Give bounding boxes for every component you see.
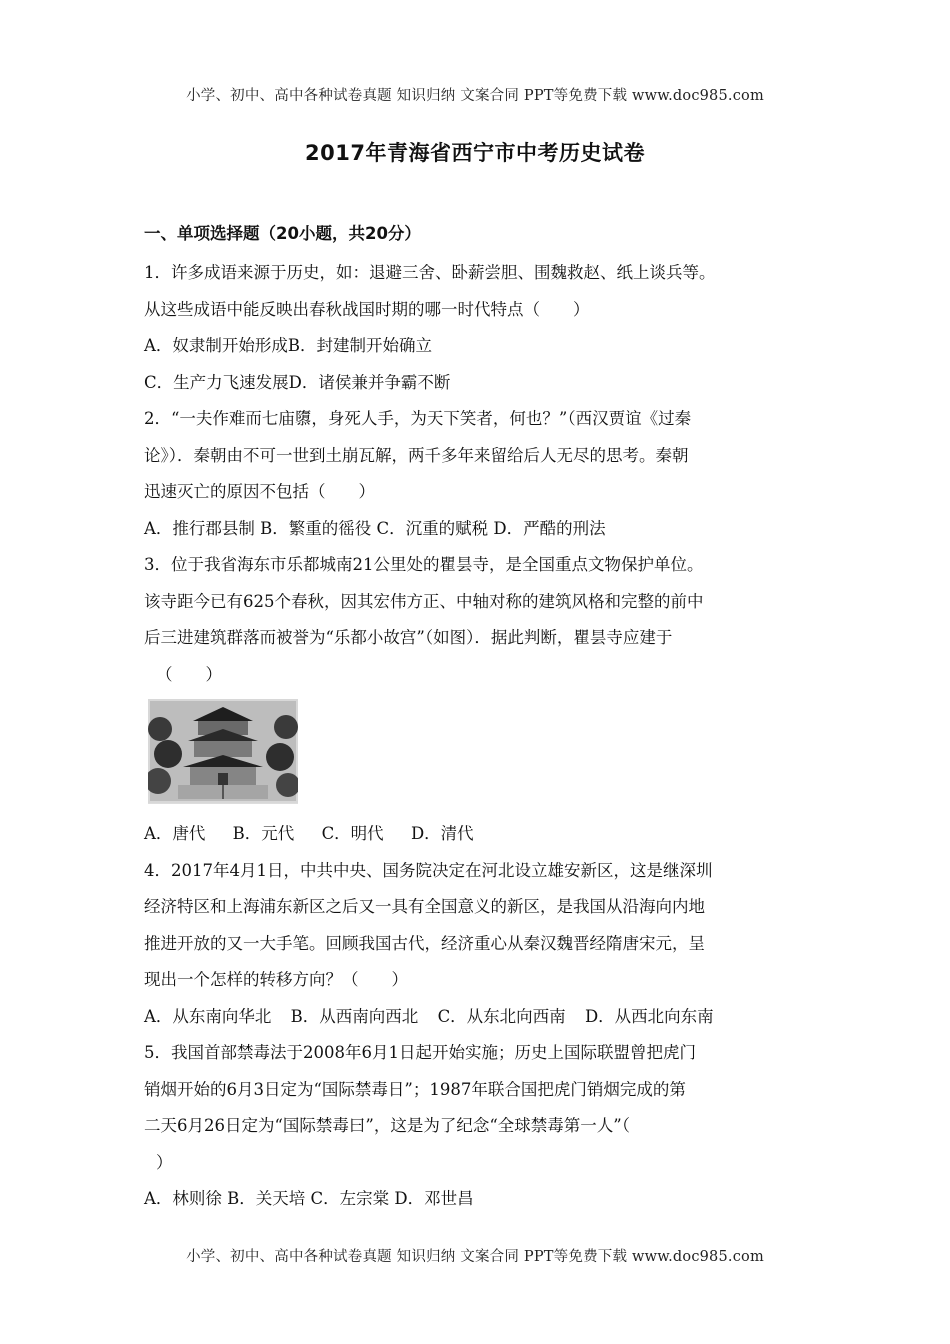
- question-line: 从这些成语中能反映出春秋战国时期的哪一时代特点（ ）: [144, 299, 590, 319]
- page-header: 小学、初中、高中各种试卷真题 知识归纳 文案合同 PPT等免费下载 www.doc985.com: [186, 88, 764, 104]
- option-a: A．从东南向华北: [144, 1006, 272, 1026]
- question-line: 2．“一夫作难而七庙隳，身死人手，为天下笑者，何也？”（西汉贾谊《过秦: [144, 409, 692, 428]
- section-heading: 一、单项选择题（20小题，共20分）: [144, 224, 421, 243]
- question-line: 销烟开始的6月3日定为“国际禁毒日”；1987年联合国把虎门销烟完成的第: [144, 1079, 686, 1099]
- option-c: C．明代: [321, 824, 384, 843]
- options-line: [144, 999, 812, 1036]
- page-title: 2017年青海省西宁市中考历史试卷: [305, 141, 645, 165]
- question-line: 后三进建筑群落而被誉为“乐都小故宫”（如图）．据此判断，瞿昙寺应建于: [144, 628, 673, 647]
- temple-photo-graphic: [148, 699, 298, 803]
- question-5: [144, 1035, 812, 1218]
- question-line: 经济特区和上海浦东新区之后又一具有全国意义的新区，是我国从沿海向内地: [144, 897, 705, 916]
- question-line: 4．2017年4月1日，中共中央、国务院决定在河北设立雄安新区，这是继深圳: [144, 860, 713, 880]
- option-b: B．从西南向西北: [290, 1006, 419, 1026]
- question-1: [144, 255, 812, 401]
- question-line: 该寺距今已有625个春秋，因其宏伟方正、中轴对称的建筑风格和完整的前中: [144, 591, 704, 611]
- question-line: 3．位于我省海东市乐都城南21公里处的瞿昙寺，是全国重点文物保护单位。: [144, 555, 704, 574]
- question-4: [144, 853, 812, 1036]
- options-line: A．林则徐 B．关天培 C．左宗棠 D．邓世昌: [144, 1189, 474, 1208]
- options-line: C．生产力飞速发展D．诸侯兼并争霸不断: [144, 372, 451, 392]
- option-d: D．从西北向东南: [584, 1006, 714, 1026]
- question-line: 推进开放的又一大手笔。回顾我国古代，经济重心从秦汉魏晋经隋唐宋元，呈: [144, 933, 705, 953]
- question-line: （ ）: [156, 664, 222, 684]
- question-line: 现出一个怎样的转移方向？（ ）: [144, 970, 408, 989]
- question-line: 论》）．秦朝由不可一世到土崩瓦解，两千多年来留给后人无尽的思考。秦朝: [144, 445, 689, 465]
- question-line: 二天6月26日定为“国际禁毒曰”，这是为了纪念“全球禁毒第一人”（: [144, 1116, 630, 1135]
- options-line: A．奴隶制开始形成B．封建制开始确立: [144, 336, 433, 355]
- question-3: [144, 547, 812, 853]
- question-line: 迅速灭亡的原因不包括（ ）: [144, 482, 375, 501]
- page-footer: 小学、初中、高中各种试卷真题 知识归纳 文案合同 PPT等免费下载 www.doc985.com: [186, 1249, 764, 1265]
- option-d: D．清代: [410, 824, 474, 843]
- question-line: 5．我国首部禁毒法于2008年6月1日起开始实施；历史上国际联盟曾把虎门: [144, 1043, 696, 1062]
- question-line: ）: [156, 1152, 173, 1172]
- question-line: 1．许多成语来源于历史，如：退避三舍、卧薪尝胆、围魏救赵、纸上谈兵等。: [144, 263, 716, 282]
- options-line: [144, 816, 812, 853]
- option-b: B．元代: [232, 824, 295, 843]
- exam-content: [144, 219, 812, 1218]
- question-2: [144, 401, 812, 547]
- option-c: C．从东北向西南: [437, 1006, 566, 1026]
- option-a: A．唐代: [144, 824, 206, 843]
- options-line: A．推行郡县制 B．繁重的徭役 C．沉重的赋税 D．严酷的刑法: [144, 518, 606, 538]
- temple-photo: [148, 699, 298, 804]
